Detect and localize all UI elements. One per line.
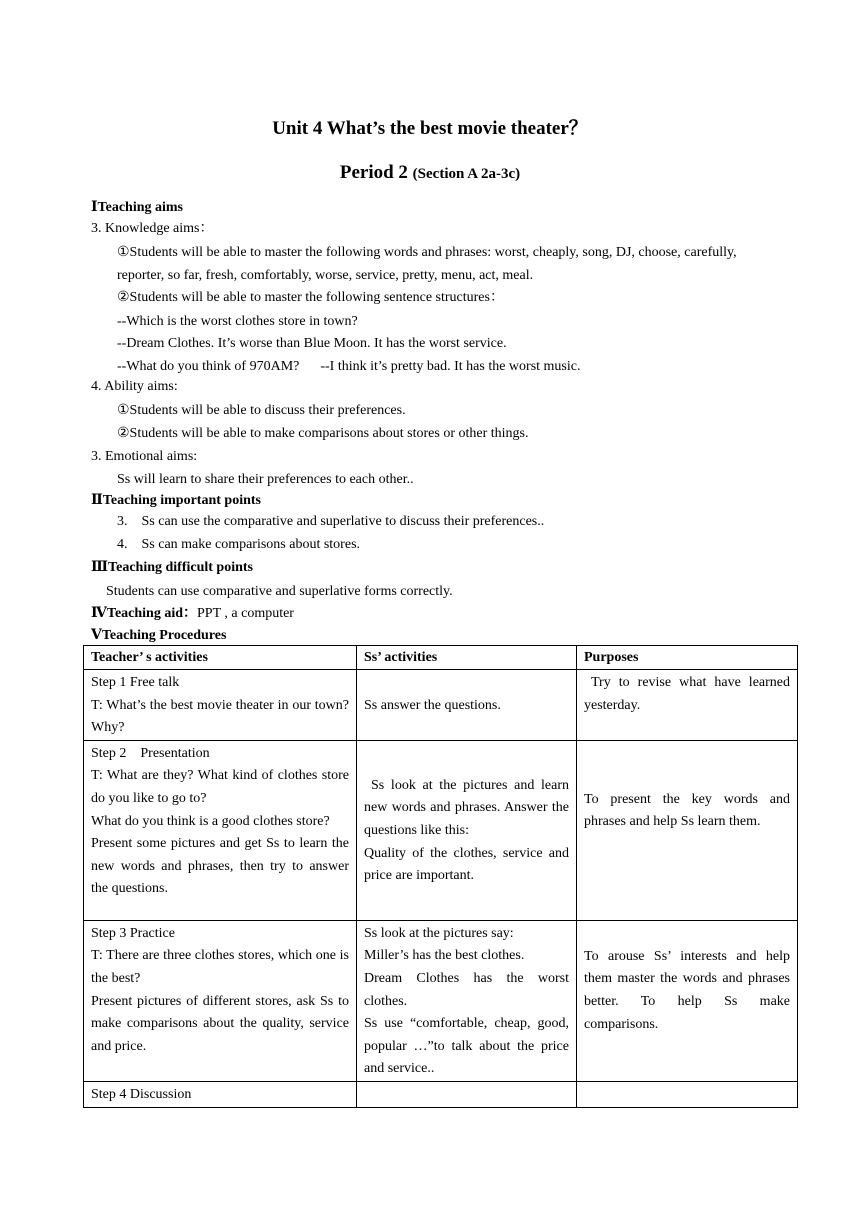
ss-cell xyxy=(357,1081,577,1107)
ss-text: Ss look at the pictures say: xyxy=(364,925,514,941)
teaching-aid-heading: ⅣTeaching aid： xyxy=(91,606,198,621)
purpose-cell xyxy=(577,670,798,741)
ss-cell xyxy=(357,920,577,1081)
knowledge-aim-1-cont: reporter, so far, fresh, comfortably, worse, service, pretty, menu, act, meal. xyxy=(117,268,534,283)
teacher-text: T: What’s the best movie theater in our town? Why? xyxy=(91,697,349,736)
purpose-cell xyxy=(577,920,798,1081)
ss-cell xyxy=(357,740,577,920)
period-title xyxy=(0,160,860,187)
period-section: (Section A 2a-3c) xyxy=(412,166,521,182)
header-teacher: Teacher’ s activities xyxy=(84,646,357,670)
sentence-2: --Dream Clothes. It’s worse than Blue Moon. It has the worst service. xyxy=(117,336,507,351)
teaching-aid-text: PPT , a computer xyxy=(197,606,294,621)
teacher-text: Present pictures of different stores, ask Ss to make comparisons about the quality, service and price. xyxy=(91,993,349,1054)
teacher-cell xyxy=(84,1081,357,1107)
purpose-text: To present the key words and phrases and help Ss learn them. xyxy=(584,791,790,830)
table-row xyxy=(84,1081,798,1107)
teacher-text: Present some pictures and get Ss to learn the new words and phrases, then try to answer the questions. xyxy=(91,836,349,897)
header-ss: Ss’ activities xyxy=(357,646,577,670)
difficult-points-heading: ⅢTeaching difficult points xyxy=(91,560,254,575)
teaching-aims-heading: ⅠTeaching aims xyxy=(91,200,183,215)
document-title: Unit 4 What’s the best movie theater？ xyxy=(272,118,588,139)
difficult-point-1: Students can use comparative and superlative forms correctly. xyxy=(106,584,453,599)
ss-text: Ss answer the questions. xyxy=(364,697,501,713)
purpose-cell xyxy=(577,1081,798,1107)
important-point-1: 3. Ss can use the comparative and superlative to discuss their preferences.. xyxy=(117,514,545,529)
teacher-cell xyxy=(84,740,357,920)
ss-text: Ss use “comfortable, cheap, good, popular …”to talk about the price and service.. xyxy=(364,1016,569,1077)
emotional-aim-1: Ss will learn to share their preferences to each other.. xyxy=(117,472,414,487)
table-row xyxy=(84,920,798,1081)
ss-text: Dream Clothes has the worst clothes. xyxy=(364,970,569,1009)
purpose-text: Try to revise what have learned yesterday. xyxy=(584,675,790,713)
sentence-1: --Which is the worst clothes store in town? xyxy=(117,314,358,329)
teacher-cell xyxy=(84,920,357,1081)
step-title: Step 1 Free talk xyxy=(91,675,180,690)
teacher-text: What do you think is a good clothes store? xyxy=(91,813,330,829)
ss-text: Ss look at the pictures and learn new words and phrases. Answer the questions like this: xyxy=(364,777,569,838)
purpose-cell xyxy=(577,740,798,920)
sentence-3: --What do you think of 970AM? --I think it’s pretty bad. It has the worst music. xyxy=(117,359,581,374)
teaching-aid xyxy=(91,604,294,624)
ability-aim-2: ②Students will be able to make comparisons about stores or other things. xyxy=(117,426,529,441)
table-row xyxy=(84,670,798,741)
emotional-aims-label: 3. Emotional aims: xyxy=(91,449,198,464)
knowledge-aim-2: ②Students will be able to master the following sentence structures： xyxy=(117,290,504,305)
step-title: Step 4 Discussion xyxy=(91,1086,192,1102)
ability-aims-label: 4. Ability aims: xyxy=(91,379,178,394)
procedures-heading: ⅤTeaching Procedures xyxy=(91,628,227,643)
period-main: Period 2 xyxy=(339,162,408,183)
teacher-text: T: There are three clothes stores, which one is the best? xyxy=(91,948,349,986)
teacher-cell xyxy=(84,670,357,741)
ability-aim-1: ①Students will be able to discuss their preferences. xyxy=(117,403,406,418)
teacher-text: T: What are they? What kind of clothes store do you like to go to? xyxy=(91,768,349,806)
ss-cell xyxy=(357,670,577,741)
table-header-row xyxy=(84,646,798,670)
step-title: Step 2 Presentation xyxy=(91,745,210,761)
ss-text: Miller’s has the best clothes. xyxy=(364,948,525,964)
important-point-2: 4. Ss can make comparisons about stores. xyxy=(117,537,361,552)
procedures-table xyxy=(83,645,798,1108)
important-points-heading: ⅡTeaching important points xyxy=(91,493,261,508)
table-row xyxy=(84,740,798,920)
knowledge-aims-label: 3. Knowledge aims： xyxy=(91,221,214,236)
purpose-text: To arouse Ss’ interests and help them master the words and phrases better. To help Ss make comparisons. xyxy=(584,948,790,1032)
header-purposes: Purposes xyxy=(577,646,798,670)
step-title: Step 3 Practice xyxy=(91,925,175,941)
ss-text: Quality of the clothes, service and price are important. xyxy=(364,845,569,884)
knowledge-aim-1: ①Students will be able to master the following words and phrases: worst, cheaply, song, DJ, choose, carefully, xyxy=(117,245,737,260)
